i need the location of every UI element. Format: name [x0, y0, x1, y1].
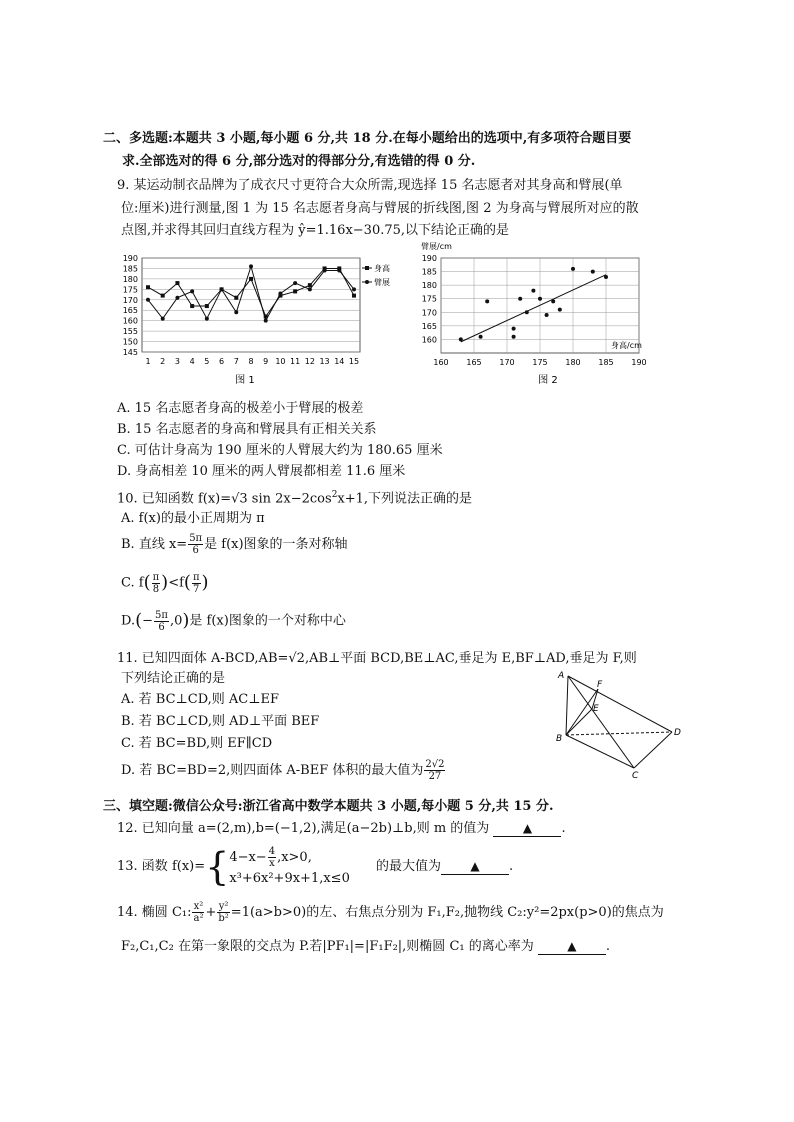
figure1-y-tick-label: 160 — [122, 316, 138, 326]
label-e: E — [593, 704, 599, 714]
figure1-x-tick-label: 7 — [233, 357, 239, 366]
q10-option-d-post: 是 f(x)图象的一个对称中心 — [189, 613, 346, 629]
q13: 13. 函数 f(x)={ 4−x− $\frac{4}{x}$ ,x>0, x³+6x²+9x+1,x≤0 的最大值为 ▲ . — [117, 844, 514, 889]
section3-header: 三、填空题:微信公众号:浙江省高中数学本题共 3 小题,每小题 5 分,共 15 分. — [103, 799, 554, 814]
q14-num2: y² — [218, 901, 229, 912]
q12-end: . — [561, 821, 566, 836]
figure2-scatter-point — [545, 313, 549, 317]
q9-option-d: D. 身高相差 10 厘米的两人臂展都相差 11.6 厘米 — [117, 464, 406, 479]
figure1-point-armspan — [161, 317, 165, 321]
q10-option-c-num2: π — [192, 571, 200, 583]
figure2-scatter-chart — [418, 240, 653, 390]
q12 — [117, 820, 566, 837]
q9-option-a: A. 15 名志愿者身高的极差小于臂展的极差 — [117, 401, 364, 416]
figure1-series-line-height — [148, 268, 354, 316]
figure1-point-armspan — [146, 298, 150, 302]
edge-bd — [566, 732, 672, 735]
q11-option-a: A. 若 BC⊥CD,则 AC⊥EF — [121, 692, 279, 707]
figure2-y-tick-label: 175 — [421, 294, 437, 304]
q9-option-c: C. 可估计身高为 190 厘米的人臂展大约为 180.65 厘米 — [117, 443, 443, 458]
q13-case1-post: ,x>0, — [277, 849, 312, 865]
q14-plus: + — [205, 905, 217, 920]
q12-answer-blank[interactable] — [493, 821, 561, 837]
q11-option-d-fraction — [424, 759, 445, 782]
figure2-x-tick-label: 180 — [565, 358, 581, 367]
figure1-x-tick-label: 3 — [174, 357, 180, 366]
q10-option-d: D.(− $\frac{5\pi}{6}$ ,0)是 f(x)图象的一个对称中心 — [121, 609, 346, 633]
figure2-y-tick-label: 165 — [421, 321, 437, 331]
legend-label-height: 身高 — [374, 264, 390, 273]
q14-blank-marker: ▲ — [567, 939, 577, 953]
figure1-point-armspan — [220, 287, 224, 291]
q13-case1-pre: 4−x− — [229, 849, 267, 865]
figure1-y-tick-label: 180 — [122, 274, 138, 284]
tetrahedron-diagram — [552, 668, 692, 780]
label-c: C — [632, 771, 639, 780]
figure2-scatter-point — [538, 297, 542, 301]
q10-option-b-den: 6 — [192, 545, 199, 556]
figure1-plot-area — [142, 258, 360, 352]
q11-option-d-pre: D. 若 BC=BD=2,则四面体 A-BEF 体积的最大值为 — [121, 763, 424, 778]
figure2-scatter-point — [459, 337, 463, 341]
figure1-line-chart — [118, 250, 408, 390]
figure2-y-tick-label: 185 — [421, 267, 437, 277]
section2-header-line1: 二、多选题:本题共 3 小题,每小题 6 分,共 18 分.在每小题给出的选项中,有多项符合题目要 — [103, 131, 632, 146]
figure2-scatter-point — [518, 297, 522, 301]
figure1-x-tick-label: 10 — [275, 357, 286, 366]
figure1-x-tick-label: 5 — [204, 357, 210, 366]
figure2-scatter-point — [591, 270, 595, 274]
edge-cd — [634, 732, 672, 768]
figure2-scatter-point — [558, 308, 562, 312]
figure1-point-armspan — [264, 319, 268, 323]
figure2-y-tick-label: 160 — [421, 335, 437, 345]
figure1-y-tick-label: 190 — [122, 254, 138, 263]
figure2-y-tick-label: 170 — [421, 308, 437, 318]
q10-option-c-den1: 8 — [152, 583, 160, 595]
edge-ab — [566, 676, 568, 735]
figure2-scatter-point — [571, 267, 575, 271]
q13-case2: x³+6x²+9x+1,x≤0 — [229, 870, 350, 886]
q12-stem: 12. 已知向量 a=(2,m),b=(−1,2),满足(a−2b)⊥b,则 m 的值为 — [117, 821, 490, 836]
q10-stem — [117, 487, 472, 507]
figure1-point-height — [234, 296, 238, 300]
q10-option-d-minus: − — [142, 613, 154, 629]
q10-option-b-pre: B. 直线 x= — [121, 537, 188, 552]
q10-option-c: C. f( $\frac{\pi}{8}$ )<f( $\frac{\pi}{7}$ ) — [121, 571, 209, 595]
edge-bc — [566, 735, 634, 768]
segment-be — [566, 709, 592, 735]
figure1-point-armspan — [278, 292, 282, 296]
q13-case1-num: 4 — [268, 845, 276, 857]
q13-piecewise — [229, 846, 350, 888]
figure2-x-tick-label: 165 — [466, 358, 482, 367]
figure1-point-armspan — [337, 269, 341, 273]
q13-pre: 13. 函数 f(x)= — [117, 859, 206, 874]
q13-case1-fraction — [268, 846, 276, 869]
q10-option-c-frac2 — [192, 572, 201, 595]
figure1-point-height — [205, 304, 209, 308]
q10-stem-post: x+1,下列说法正确的是 — [337, 491, 473, 507]
figure2-scatter-point — [479, 335, 483, 339]
q14-frac1 — [192, 901, 204, 924]
q13-end: . — [509, 859, 514, 874]
figure1-x-tick-label: 9 — [263, 357, 269, 366]
figure1-point-armspan — [249, 264, 253, 268]
q10-option-c-pre: C. f — [121, 575, 144, 591]
edge-ad — [568, 676, 672, 732]
figure1-point-armspan — [175, 296, 179, 300]
figure1-point-height — [308, 283, 312, 287]
q11-option-d — [121, 758, 446, 784]
figure1-point-armspan — [308, 287, 312, 291]
figure1-point-armspan — [205, 317, 209, 321]
q14-frac2 — [217, 901, 229, 924]
q13-post: 的最大值为 — [376, 859, 442, 874]
figure1-point-armspan — [323, 269, 327, 273]
figure1-y-tick-label: 170 — [122, 295, 138, 305]
q10-option-c-frac1 — [152, 572, 161, 595]
figure1-x-tick-label: 2 — [160, 357, 166, 366]
q9-option-b: B. 15 名志愿者的身高和臂展具有正相关关系 — [117, 422, 377, 437]
q10-option-b — [121, 532, 348, 558]
label-b: B — [556, 734, 563, 744]
q13-blank-marker: ▲ — [470, 859, 480, 873]
q14-line1-post: =1(a>b>0)的左、右焦点分别为 F₁,F₂,抛物线 C₂:y²=2px(p>0)的焦点为 — [230, 905, 664, 920]
figure2-x-tick-label: 190 — [631, 358, 647, 367]
figure2-caption: 图 2 — [538, 375, 558, 386]
section2-header-line2: 求.全部选对的得 6 分,部分选对的得部分分,有选错的得 0 分. — [122, 154, 476, 169]
figure1-point-armspan — [234, 310, 238, 314]
q14-line2 — [121, 938, 610, 955]
figure1-caption: 图 1 — [235, 375, 255, 386]
figure1-point-height — [293, 289, 297, 293]
figure2-scatter-point — [485, 299, 489, 303]
figure1-series-line-armspan — [148, 266, 354, 320]
figure1-point-height — [190, 304, 194, 308]
legend-label-armspan: 臂展 — [374, 278, 390, 287]
figure1-x-tick-label: 14 — [334, 357, 345, 366]
figure1-point-height — [352, 294, 356, 298]
figure1-x-tick-label: 15 — [348, 357, 360, 366]
q10-option-b-num: 5π — [189, 533, 203, 544]
q11-option-d-den: 27 — [428, 771, 442, 782]
q11-stem-line1: 11. 已知四面体 A-BCD,AB=√2,AB⊥平面 BCD,BE⊥AC,垂足为 E,BF⊥AD,垂足为 F,则 — [117, 651, 637, 666]
q9-stem-line1: 9. 某运动制衣品牌为了成衣尺寸更符合大众所需,现选择 15 名志愿者对其身高和臂展(单 — [117, 178, 623, 193]
q14-end: . — [605, 939, 611, 954]
figure1-point-armspan — [352, 287, 356, 291]
q9-stem-line2: 位:厘米)进行测量,图 1 为 15 名志愿者身高与臂展的折线图,图 2 为身高与臂展所对应的散 — [121, 201, 639, 216]
figure1-y-tick-label: 155 — [122, 327, 138, 337]
figure2-y-tick-label: 180 — [421, 281, 437, 291]
q10-stem-pre: 10. 已知函数 f(x)=√3 sin 2x−2cos — [117, 491, 332, 507]
figure1-point-height — [249, 277, 253, 281]
label-a: A — [558, 671, 565, 681]
label-f: F — [597, 680, 603, 690]
q10-option-b-post: 是 f(x)图象的一条对称轴 — [204, 537, 348, 552]
figure1-point-height — [146, 285, 150, 289]
q14-answer-blank[interactable] — [538, 939, 606, 955]
q13-answer-blank[interactable] — [441, 859, 509, 875]
figure1-x-tick-label: 4 — [189, 357, 195, 366]
q14-line2-pre: F₂,C₁,C₂ 在第一象限的交点为 P.若|PF₁|=|F₁F₂|,则椭圆 C₁ 的离心率为 — [121, 939, 534, 954]
figure1-x-tick-label: 11 — [290, 357, 301, 366]
q10-option-d-num: 5π — [155, 609, 168, 621]
figure2-scatter-point — [531, 289, 535, 293]
q10-option-d-pre: D. — [121, 613, 136, 629]
figure2-scatter-point — [551, 299, 555, 303]
figure1-point-armspan — [190, 289, 194, 293]
q14-den1: a² — [193, 913, 204, 924]
figure1-x-tick-label: 6 — [219, 357, 225, 366]
figure2-y-axis-label: 臂展/cm — [421, 242, 452, 251]
figure1-point-height — [175, 281, 179, 285]
figure2-y-tick-label: 190 — [421, 254, 437, 263]
figure1-x-tick-label: 1 — [145, 357, 151, 366]
q11-option-c: C. 若 BC=BD,则 EF∥CD — [121, 736, 273, 751]
label-d: D — [674, 728, 681, 738]
figure1-y-tick-label: 165 — [122, 306, 138, 316]
q11-option-d-num: 2√2 — [425, 759, 445, 770]
figure2-x-tick-label: 175 — [532, 358, 548, 367]
figure1-legend — [362, 263, 390, 287]
figure2-scatter-point — [525, 310, 529, 314]
figure2-scatter-point — [512, 327, 516, 331]
q11-stem-line2: 下列结论正确的是 — [121, 671, 226, 686]
q10-option-c-mid: <f — [168, 575, 184, 591]
figure1-y-tick-label: 175 — [122, 285, 138, 295]
figure1-y-tick-label: 150 — [122, 337, 138, 347]
q10-option-a: A. f(x)的最小正周期为 π — [121, 511, 265, 526]
q10-option-d-fraction — [154, 610, 169, 633]
figure1-x-tick-label: 12 — [304, 357, 315, 366]
figure2-x-tick-label: 185 — [598, 358, 614, 367]
figure1-point-armspan — [293, 281, 297, 285]
q12-blank-marker: ▲ — [522, 821, 533, 835]
q14-line1 — [117, 900, 664, 926]
figure2-scatter-point — [512, 335, 516, 339]
q14-line1-pre: 14. 椭圆 C₁: — [117, 905, 192, 920]
q10-option-d-zero: ,0 — [169, 613, 183, 629]
q14-den2: b² — [218, 913, 229, 924]
q14-num1: x² — [193, 901, 204, 912]
figure1-x-tick-label: 8 — [248, 357, 254, 366]
figure2-x-tick-label: 170 — [499, 358, 515, 367]
q11-option-b: B. 若 BC⊥CD,则 AD⊥平面 BEF — [121, 714, 320, 729]
q10-option-d-den: 6 — [158, 621, 165, 633]
figure2-regression-line — [461, 275, 606, 342]
q10-option-b-fraction — [188, 533, 203, 556]
figure1-y-tick-label: 145 — [122, 348, 138, 357]
figure2-x-tick-label: 160 — [433, 358, 449, 367]
figure2-x-axis-label: 身高/cm — [611, 341, 642, 350]
q13-case1-den: x — [269, 857, 275, 869]
figure1-y-tick-label: 185 — [122, 264, 138, 274]
q10-option-c-num1: π — [152, 571, 160, 583]
q9-stem-line3: 点图,并求得其回归直线方程为 ŷ=1.16x−30.75,以下结论正确的是 — [121, 223, 510, 238]
q10-stem-sup: 2 — [331, 490, 338, 500]
figure1-point-height — [161, 294, 165, 298]
q10-option-c-den2: 7 — [193, 583, 200, 595]
figure1-x-tick-label: 13 — [319, 357, 330, 366]
figure2-scatter-point — [604, 275, 608, 279]
